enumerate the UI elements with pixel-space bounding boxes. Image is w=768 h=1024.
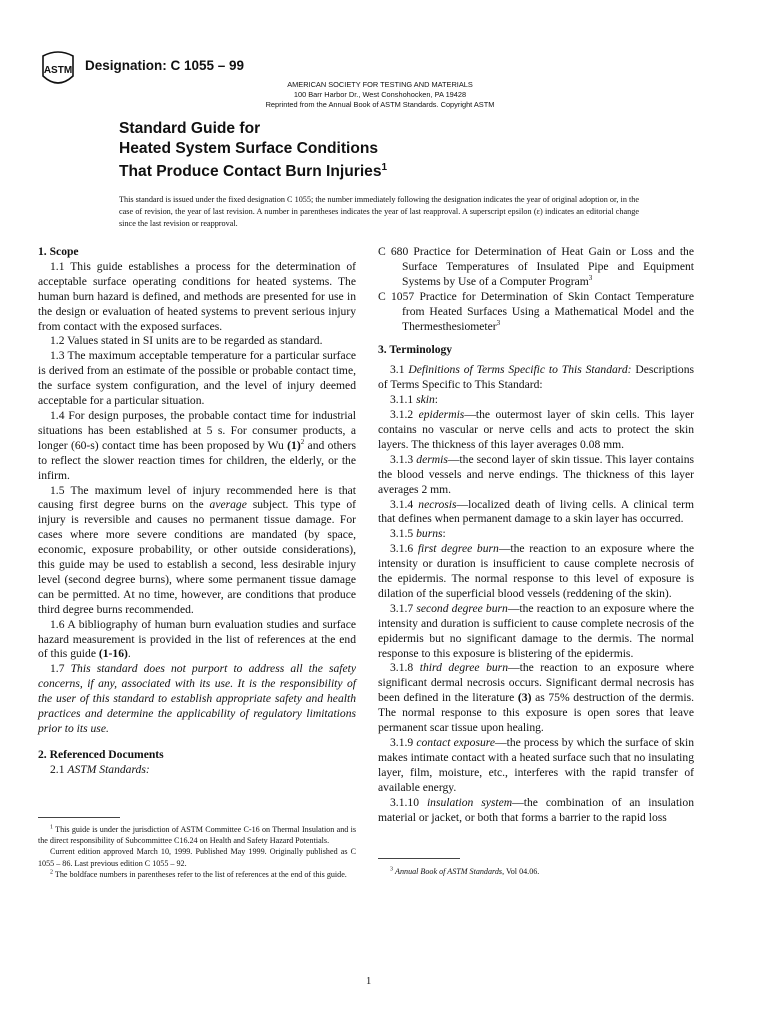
reprint-note: Reprinted from the Annual Book of ASTM Standards. Copyright ASTM bbox=[265, 100, 495, 109]
footnote-divider-right bbox=[378, 858, 460, 859]
title-footnote-marker: 1 bbox=[381, 162, 388, 173]
paragraph-1-1: 1.1 This guide establishes a process for the determination of acceptable surface operating conditions for heated systems. The human burn hazard is defined, and methods are presented for use in the design or evaluation of heated systems to prevent serious injury from contact with the exposed surfaces. bbox=[38, 259, 356, 333]
org-address: 100 Barr Harbor Dr., West Conshohocken, PA 19428 bbox=[293, 90, 467, 99]
paragraph-1-2: 1.2 Values stated in SI units are to be regarded as standard. bbox=[50, 334, 323, 348]
page-number: 1 bbox=[366, 976, 372, 987]
paragraph-1-7: 1.7 This standard does not purport to address all the safety concerns, if any, associated with its use. It is the responsibility of the user of this standard to establish appropriate safety and health practices and determine the applicability of regulatory limitations prior to its use. bbox=[38, 662, 357, 735]
right-column bbox=[378, 245, 694, 825]
section-heading-scope: 1. Scope bbox=[38, 245, 79, 258]
paragraph-3-1-6: 3.1.6 first degree burn—the reaction to an exposure where the intensity or duration is insufficient to cause complete necrosis of the epidermis. The normal response to this level of exposure is dilation of the superficial blood vessels (reddening of the skin). bbox=[378, 542, 695, 600]
org-name: AMERICAN SOCIETY FOR TESTING AND MATERIALS bbox=[287, 80, 473, 89]
left-column bbox=[38, 245, 356, 778]
paragraph-3-1-8: 3.1.8 third degree burn—the reaction to an exposure where significant dermal necrosis occurs. Significant dermal necrosis has been defined in the literature (3) as 75% destruction of the dermis. The normal response to this exposure is open sores that leave permanent scar tissue upon healing. bbox=[378, 661, 695, 735]
astm-logo-icon bbox=[40, 50, 76, 90]
paragraph-3-1-1: 3.1.1 skin: bbox=[390, 393, 439, 407]
footnote-divider bbox=[38, 817, 120, 818]
title-line-2: Heated System Surface Conditions bbox=[119, 139, 379, 157]
paragraph-3-1-3: 3.1.3 dermis—the second layer of skin tissue. This layer contains the blood vessels and nerve endings. The thickness of this layer averages 2 mm. bbox=[378, 452, 694, 496]
issue-note: This standard is issued under the fixed designation C 1055; the number immediately following the designation indicates the year of original adoption or, in the case of revision, the year of last revision. A number in parentheses indicates the year of last reapproval. A superscript epsilon (ε) indicates an editorial change since the last revision or reapproval. bbox=[119, 195, 639, 228]
publisher-block bbox=[190, 80, 570, 110]
paragraph-3-1: 3.1 Definitions of Terms Specific to This Standard: Descriptions of Terms Specific to This Standard: bbox=[378, 363, 694, 392]
paragraph-1-3: 1.3 The maximum acceptable temperature for a particular surface is derived from an estimate of the possible or probable contact time, the surface system configuration, and the level of injury deemed acceptable for a particular situation. bbox=[38, 349, 356, 408]
footnote-1-edition: Current edition approved March 10, 1999. Published May 1999. Originally published as C 1055 – 86. Last previous edition C 1055 – 92. bbox=[38, 847, 356, 868]
paragraph-1-5: 1.5 The maximum level of injury recommended here is that causing first degree burns on the average subject. This type of injury is reversible and causes no permanent tissue damage. For cases where more severe conditions are mandated (by space, economic, exposure probability, or other outside considerations), this guide may be used to establish a second, less desirable injury level (second degree burns), where some permanent tissue damage can be permitted. At no time, however, are conditions that produce third degree burns recommended. bbox=[38, 483, 356, 616]
paragraph-1-6: 1.6 A bibliography of human burn evaluation studies and surface hazard measurement is provided in the list of references at the end of this guide (1-16). bbox=[38, 617, 356, 661]
left-footnotes bbox=[38, 824, 356, 880]
paragraph-1-4: 1.4 For design purposes, the probable contact time for industrial situations has been established at 5 s. For consumer products, a longer (60-s) contact time has been proposed by Wu $(1)^2$ and others to reflect the slower reaction times for children, the elderly, or the infirm. bbox=[38, 408, 356, 482]
title-line-3: That Produce Contact Burn Injuries$^1$ bbox=[119, 162, 388, 181]
svg-text:ASTM: ASTM bbox=[43, 65, 73, 76]
footnote-3: $^3$ Annual Book of ASTM Standards, Vol 04.06. bbox=[390, 866, 540, 876]
paragraph-3-1-10: 3.1.10 insulation system—the combination of an insulation material or jacket, or both that forms a barrier to the rapid loss bbox=[378, 795, 694, 824]
paragraph-2-1: 2.1 ASTM Standards: bbox=[50, 762, 150, 776]
section-heading-referenced-documents: 2. Referenced Documents bbox=[38, 747, 164, 761]
paragraph-3-1-5: 3.1.5 burns: bbox=[390, 527, 446, 541]
footnote-2: $^2$ The boldface numbers in parentheses refer to the list of references at the end of this guide. bbox=[50, 869, 347, 879]
designation: Designation: C 1055 – 99 bbox=[85, 58, 245, 73]
footnote-1: $^1$ This guide is under the jurisdiction of ASTM Committee C-16 on Thermal Insulation and is the direct responsibility of Subcommittee C16.24 on Health and Safety Hazard Potentials. bbox=[38, 824, 356, 846]
paragraph-3-1-9: 3.1.9 contact exposure—the process by which the surface of skin makes intimate contact with a heated surface such that no insulating layer, film, moisture, etc., interferes with the rapid transfer of available energy. bbox=[378, 736, 694, 794]
reference-c1057: C 1057 Practice for Determination of Skin Contact Temperature from Heated Surfaces Using a Mathematical Model and the Thermesthesiometer$^3$ bbox=[378, 289, 694, 333]
document-title bbox=[119, 119, 387, 182]
paragraph-3-1-2: 3.1.2 epidermis—the outermost layer of skin cells. This layer contains no vascular or nerve cells and acts to protect the skin layers. The thickness of this layer averages 0.08 mm. bbox=[378, 408, 694, 451]
section-heading-terminology: 3. Terminology bbox=[378, 343, 453, 357]
reference-c680: C 680 Practice for Determination of Heat Gain or Loss and the Surface Temperatures of Insulated Pipe and Equipment Systems by Use of a Computer Program$^3$ bbox=[378, 245, 694, 288]
paragraph-3-1-7: 3.1.7 second degree burn—the reaction to an exposure where the intensity and duration is sufficient to cause complete necrosis of the epidermis but no significant damage to the dermis. The normal response to this exposure is blistering of the epidermis. bbox=[378, 601, 694, 660]
right-footnotes bbox=[378, 866, 694, 877]
paragraph-3-1-4: 3.1.4 necrosis—localized death of living cells. A clinical term that defines when permanent damage to a skin layer has occurred. bbox=[378, 497, 694, 526]
title-line-1: Standard Guide for bbox=[119, 120, 261, 137]
